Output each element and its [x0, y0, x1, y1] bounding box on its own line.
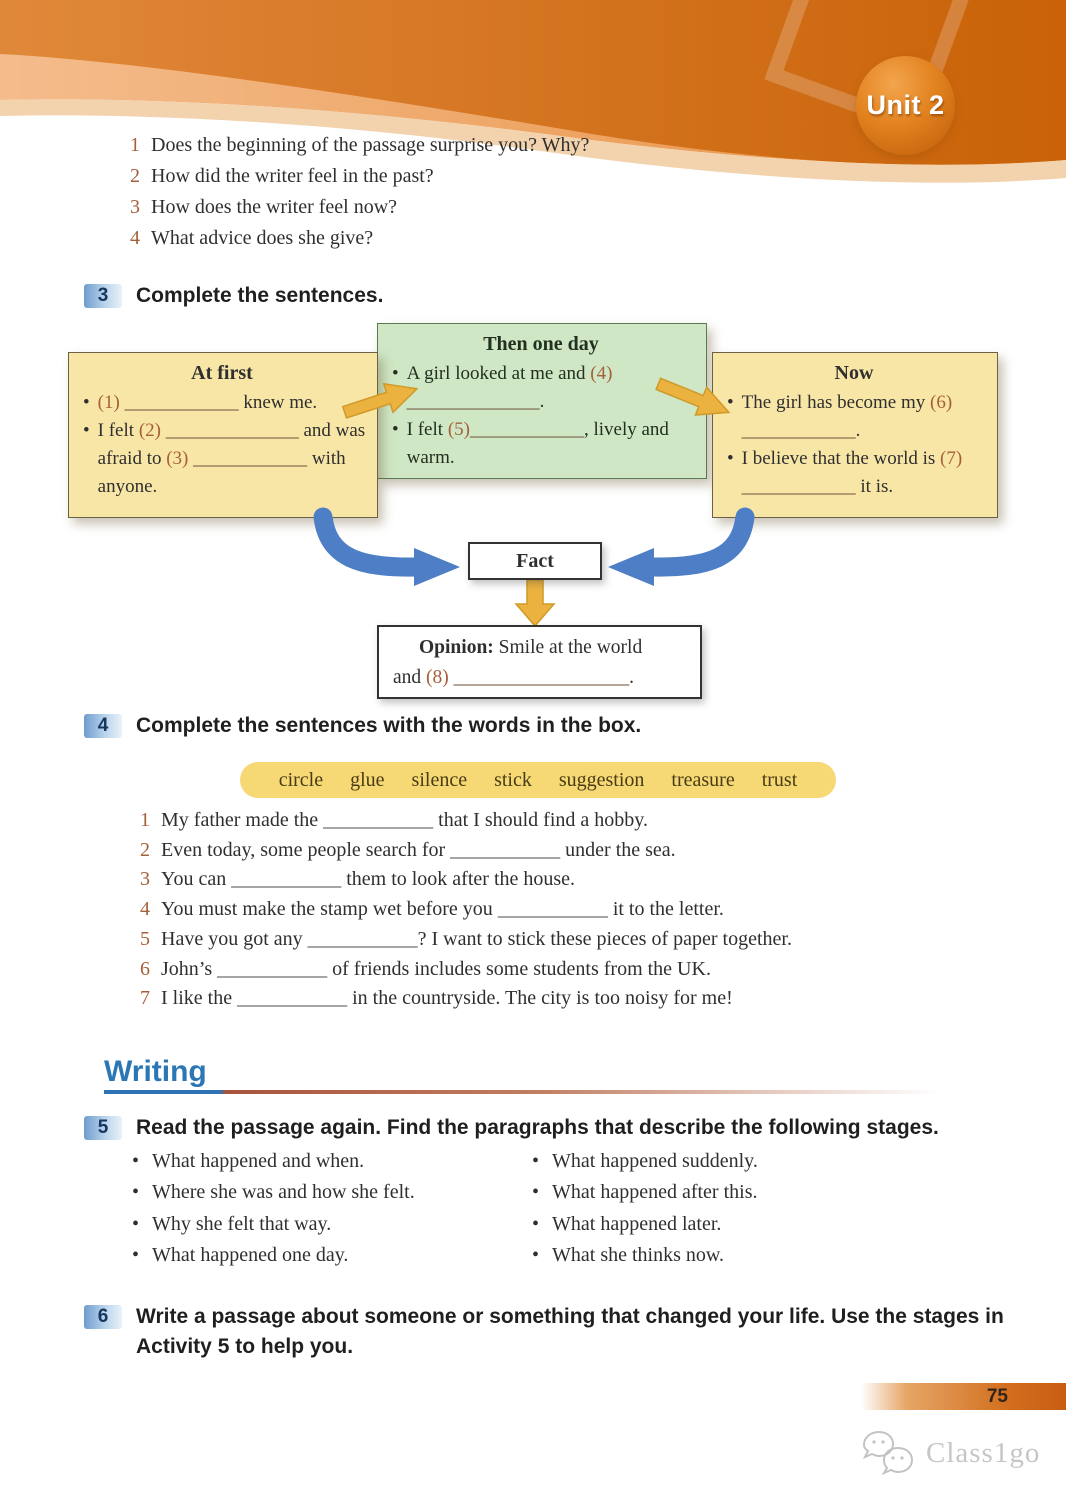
sentence-blank: ___________: [307, 927, 418, 950]
diagram-bullet: • I felt (5)____________, lively and warm.: [386, 416, 696, 472]
stage-item: • Where she was and how she felt.: [132, 1181, 532, 1203]
activity6-title: Write a passage about someone or something that changed your life. Use the stages in Activity 5 to help you.: [136, 1305, 1004, 1358]
question-number: 1: [130, 134, 140, 156]
chat-bubbles-logo-icon: [860, 1428, 918, 1478]
stage-item: • What happened later.: [532, 1213, 758, 1235]
word-bank-item: suggestion: [558, 768, 645, 791]
page-number-bar: [861, 1383, 1066, 1410]
stage-item: • What happened and when.: [132, 1150, 532, 1172]
sentence-blank: ___________: [217, 957, 328, 980]
diagram-bullet: • The girl has become my (6) ____________.: [721, 389, 987, 445]
opinion-line2: and (8) __________________.: [393, 667, 635, 688]
blue-arrow-right-head: [608, 548, 654, 586]
diagram-bullet: • (1) ____________ knew me.: [77, 389, 367, 417]
diagram-bullet: • A girl looked at me and (4) ______________.: [386, 360, 696, 416]
sentence-item: 1 My father made the ___________ that I should find a hobby.: [140, 809, 648, 831]
fill-blank-6: ____________: [741, 420, 856, 441]
activity5-number-badge: 5: [84, 1116, 122, 1140]
activity5-title: Read the passage again. Find the paragraphs that describe the following stages.: [136, 1116, 939, 1139]
stage-item: • What happened after this.: [532, 1181, 758, 1203]
word-bank-item: trust: [761, 768, 798, 791]
activity6-number-badge: 6: [84, 1305, 122, 1329]
unit-badge: [856, 56, 955, 155]
activity4-heading: [84, 714, 641, 738]
word-bank-item: silence: [411, 768, 468, 791]
stage-item: • What happened one day.: [132, 1244, 532, 1266]
question-text: Does the beginning of the passage surprise you? Why?: [151, 134, 590, 156]
word-bank-item: stick: [494, 768, 532, 791]
sentence-item: 2 Even today, some people search for ___________ under the sea.: [140, 838, 676, 861]
opinion-box: [377, 625, 702, 699]
sentence-blank: ___________: [323, 809, 434, 831]
unit-badge-label: Unit 2: [866, 90, 945, 120]
sentence-item: 4 You must make the stamp wet before you ___________ it to the letter.: [140, 898, 724, 921]
question-number: 3: [130, 196, 140, 218]
stages-left-column: [132, 1150, 532, 1276]
fill-blank-7: ____________: [741, 476, 856, 497]
question-item: [118, 192, 589, 223]
question-item: [118, 223, 589, 254]
gold-arrow-fact-to-opinion: [516, 580, 554, 626]
sentence-completion-diagram: [0, 320, 1066, 712]
fill-blank-1: ____________: [124, 392, 239, 413]
comprehension-questions: [118, 130, 589, 254]
sentence-item: 5 Have you got any ___________? I want to stick these pieces of paper together.: [140, 927, 792, 950]
question-text: How did the writer feel in the past?: [151, 165, 434, 187]
activity6-heading: [84, 1302, 1016, 1362]
word-bank-item: circle: [278, 768, 324, 791]
writing-section-header: [104, 1056, 964, 1094]
activity3-number-badge: 3: [84, 284, 122, 308]
at-first-title: At first: [191, 362, 253, 384]
fill-in-sentences: [130, 806, 792, 1014]
activity4-number-badge: 4: [84, 714, 122, 738]
diagram-bullet: • I believe that the world is (7) ____________ it is.: [721, 445, 987, 501]
blue-arrow-left-head: [414, 548, 460, 586]
question-item: [118, 130, 589, 161]
writing-section-title: Writing: [104, 1055, 207, 1088]
stage-item: • What she thinks now.: [532, 1244, 758, 1266]
question-number: 4: [130, 227, 140, 249]
question-text: What advice does she give?: [151, 227, 374, 249]
sentence-blank: ___________: [450, 838, 561, 861]
blue-arrow-right-to-fact: [652, 517, 745, 567]
question-item: [118, 161, 589, 192]
word-bank-box: [240, 762, 836, 798]
diagram-bullet: • I felt (2) ______________ and was afraid to (3) ____________ with anyone.: [77, 417, 367, 501]
stages-right-column: [532, 1150, 758, 1276]
fill-blank-3: ____________: [193, 448, 308, 469]
word-bank-item: glue: [350, 768, 385, 791]
activity3-heading: [84, 284, 383, 308]
then-one-day-title: Then one day: [483, 333, 599, 355]
fill-blank-2: ______________: [165, 420, 299, 441]
gold-arrow-left-to-then: [340, 375, 422, 427]
activity5-heading: [84, 1116, 939, 1140]
fill-blank-4: ______________: [406, 391, 540, 412]
activity4-title: Complete the sentences with the words in the box.: [136, 714, 642, 737]
activity3-title: Complete the sentences.: [136, 284, 384, 307]
publisher-watermark: [860, 1428, 1040, 1478]
sentence-blank: ___________: [497, 898, 608, 921]
now-title: Now: [834, 362, 874, 384]
stage-item: • What happened suddenly.: [532, 1150, 758, 1172]
sentence-item: 7 I like the ___________ in the countryside. The city is too noisy for me!: [140, 987, 733, 1010]
question-text: How does the writer feel now?: [151, 196, 398, 218]
stages-bullet-lists: [132, 1150, 758, 1276]
fill-blank-5: ____________: [469, 419, 584, 440]
sentence-item: 3 You can ___________ them to look after the house.: [140, 868, 576, 891]
fact-label: Fact: [516, 549, 554, 572]
blue-arrow-left-to-fact: [323, 517, 416, 567]
fact-box: [468, 542, 602, 580]
word-bank-item: treasure: [671, 768, 735, 791]
stage-item: • Why she felt that way.: [132, 1213, 532, 1235]
page-number: 75: [986, 1385, 1008, 1407]
sentence-blank: ___________: [237, 987, 348, 1010]
watermark-text: Class1go: [926, 1436, 1041, 1469]
opinion-line1: Opinion: Smile at the world: [419, 637, 643, 658]
question-number: 2: [130, 165, 140, 187]
gold-arrow-then-to-now: [653, 370, 735, 426]
sentence-item: 6 John’s ___________ of friends includes some students from the UK.: [140, 957, 711, 980]
fill-blank-8: __________________: [453, 667, 630, 688]
sentence-blank: ___________: [231, 868, 342, 891]
writing-section-rule: [104, 1090, 962, 1094]
